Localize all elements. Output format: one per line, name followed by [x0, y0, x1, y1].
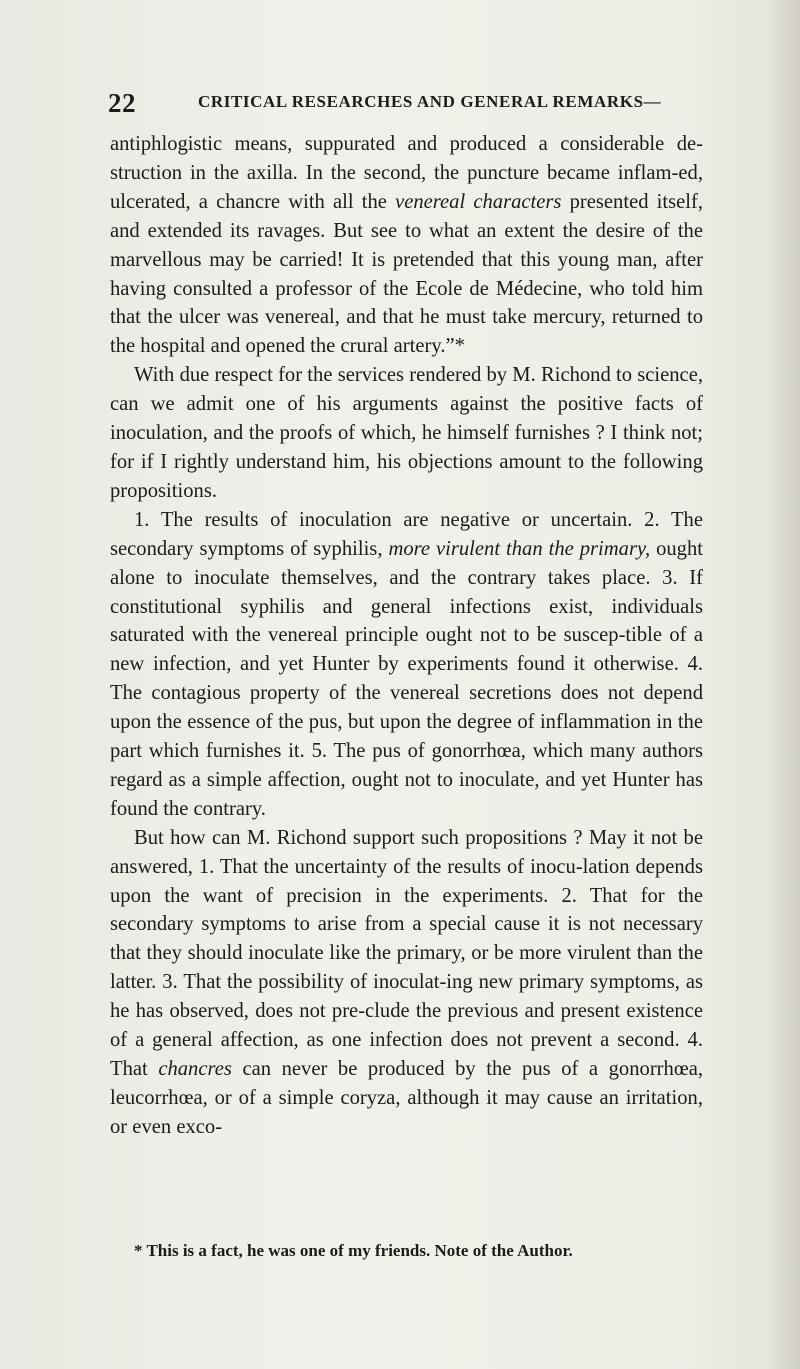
- paragraph-3-text: 1. The results of inoculation are negative or uncertain. 2. The secondary symptoms of syphilis,: [110, 508, 703, 560]
- page-edge-shadow: [766, 0, 800, 1369]
- footnote: * This is a fact, he was one of my friends. Note of the Author.: [134, 1241, 573, 1260]
- paragraph-4-text: But how can M. Richond support such propositions ? May it not be answered, 1. That the uncertainty of the results of inocu-lation depends upon the want of precision in the experiments. 2. That for the secondary symptoms to arise from a special cause it is not necessary that they should inoculate like the primary, or be more virulent than the latter. 3. That the possibility of inoculat-ing new primary symptoms, as he has observed, does not pre-clude the previous and present existence of a general affection, as one infection does not prevent a second. 4. That: [110, 826, 703, 1080]
- paragraph-4: [110, 824, 703, 1142]
- paragraph-3-tail: ought alone to inoculate themselves, and the contrary takes place. 3. If constitutional syphilis and general infections exist, individuals saturated with the venereal principle ought not to be suscep-tible of a new infection, and yet Hunter by experiments found it otherwise. 4. The contagious property of the venereal secretions does not depend upon the essence of the pus, but upon the degree of inflammation in the part which furnishes it. 5. The pus of gonorrhœa, which many authors regard as a simple affection, ought not to inoculate, and yet Hunter has found the contrary.: [110, 537, 703, 820]
- running-head: CRITICAL RESEARCHES AND GENERAL REMARKS—: [198, 92, 662, 111]
- body-text: [110, 130, 703, 1142]
- page-number: 22: [108, 88, 136, 118]
- paragraph-4-emphasis: chancres: [158, 1058, 232, 1080]
- paragraph-1-emphasis: venereal characters: [395, 190, 562, 213]
- paragraph-3: [110, 506, 703, 824]
- paragraph-1-text: antiphlogistic means, suppurated and produced a considerable de-struction in the axilla. In the second, the puncture became inflam-ed, ulcerated, a chancre with all the: [110, 133, 703, 213]
- paragraph-1: [110, 130, 703, 361]
- paragraph-4-tail: can never be produced by the pus of a gonorrhœa, leucorrhœa, or of a simple coryza, although it may cause an irritation, or even exco-: [110, 1058, 703, 1138]
- paragraph-2: With due respect for the services rendered by M. Richond to science, can we admit one of his arguments against the positive facts of inoculation, and the proofs of which, he himself furnishes ? I think not; for if I rightly understand him, his objections amount to the following propositions.: [110, 364, 703, 502]
- page-header: [108, 86, 728, 116]
- paragraph-1-tail: presented itself, and extended its ravages. But see to what an extent the desire of the marvellous may be carried! It is pretended that this young man, after having consulted a professor of the Ecole de Médecine, who told him that the ulcer was venereal, and that he must take mercury, returned to the hospital and opened the crural artery.”*: [110, 190, 704, 358]
- paragraph-3-emphasis: more virulent than the primary,: [388, 537, 651, 560]
